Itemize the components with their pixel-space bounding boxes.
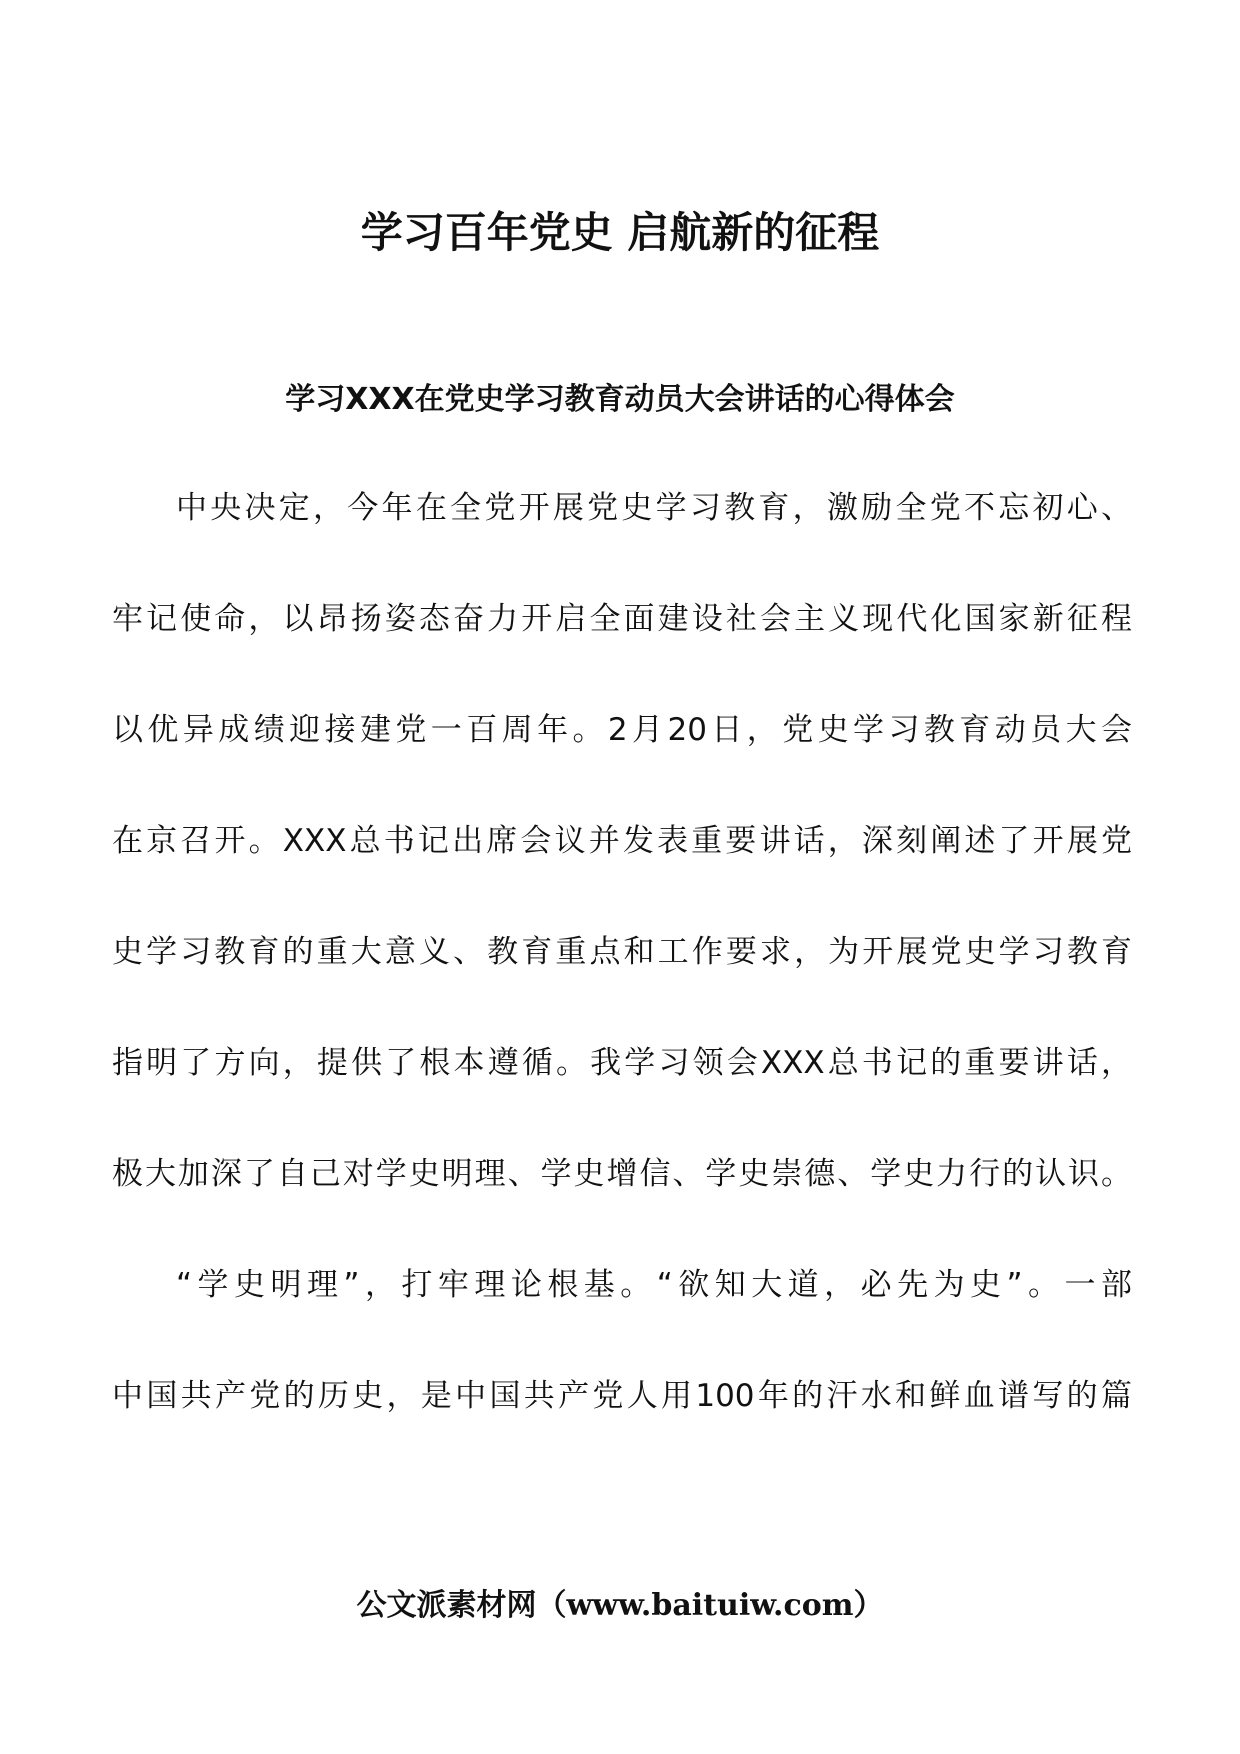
document-subtitle: 学习XXX在党史学习教育动员大会讲话的心得体会	[285, 382, 955, 417]
paragraph-line: 中央决定，今年在全党开展党史学习教育，激励全党不忘初心、	[176, 490, 1132, 526]
document-title: 学习百年党史 启航新的征程	[360, 208, 880, 257]
paragraph-line: “学史明理”，打牢理论根基。“欲知大道，必先为史”。一部	[176, 1267, 1132, 1303]
paragraph-line: 极大加深了自己对学史明理、学史增信、学史崇德、学史力行的认识。	[112, 1156, 1132, 1192]
paragraph-line: 中国共产党的历史，是中国共产党人用100年的汗水和鲜血谱写的篇	[112, 1378, 1132, 1414]
paragraph-line: 指明了方向，提供了根本遵循。我学习领会XXX总书记的重要讲话，	[112, 1045, 1132, 1081]
paragraph-line: 史学习教育的重大意义、教育重点和工作要求，为开展党史学习教育	[112, 934, 1132, 970]
paragraph-line: 以优异成绩迎接建党一百周年。2月20日，党史学习教育动员大会	[112, 712, 1132, 748]
footer-source: 公文派素材网（www.baituiw.com）	[356, 1588, 884, 1623]
paragraph-line: 牢记使命，以昂扬姿态奋力开启全面建设社会主义现代化国家新征程	[112, 601, 1132, 637]
paragraph-line: 在京召开。XXX总书记出席会议并发表重要讲话，深刻阐述了开展党	[112, 823, 1132, 859]
